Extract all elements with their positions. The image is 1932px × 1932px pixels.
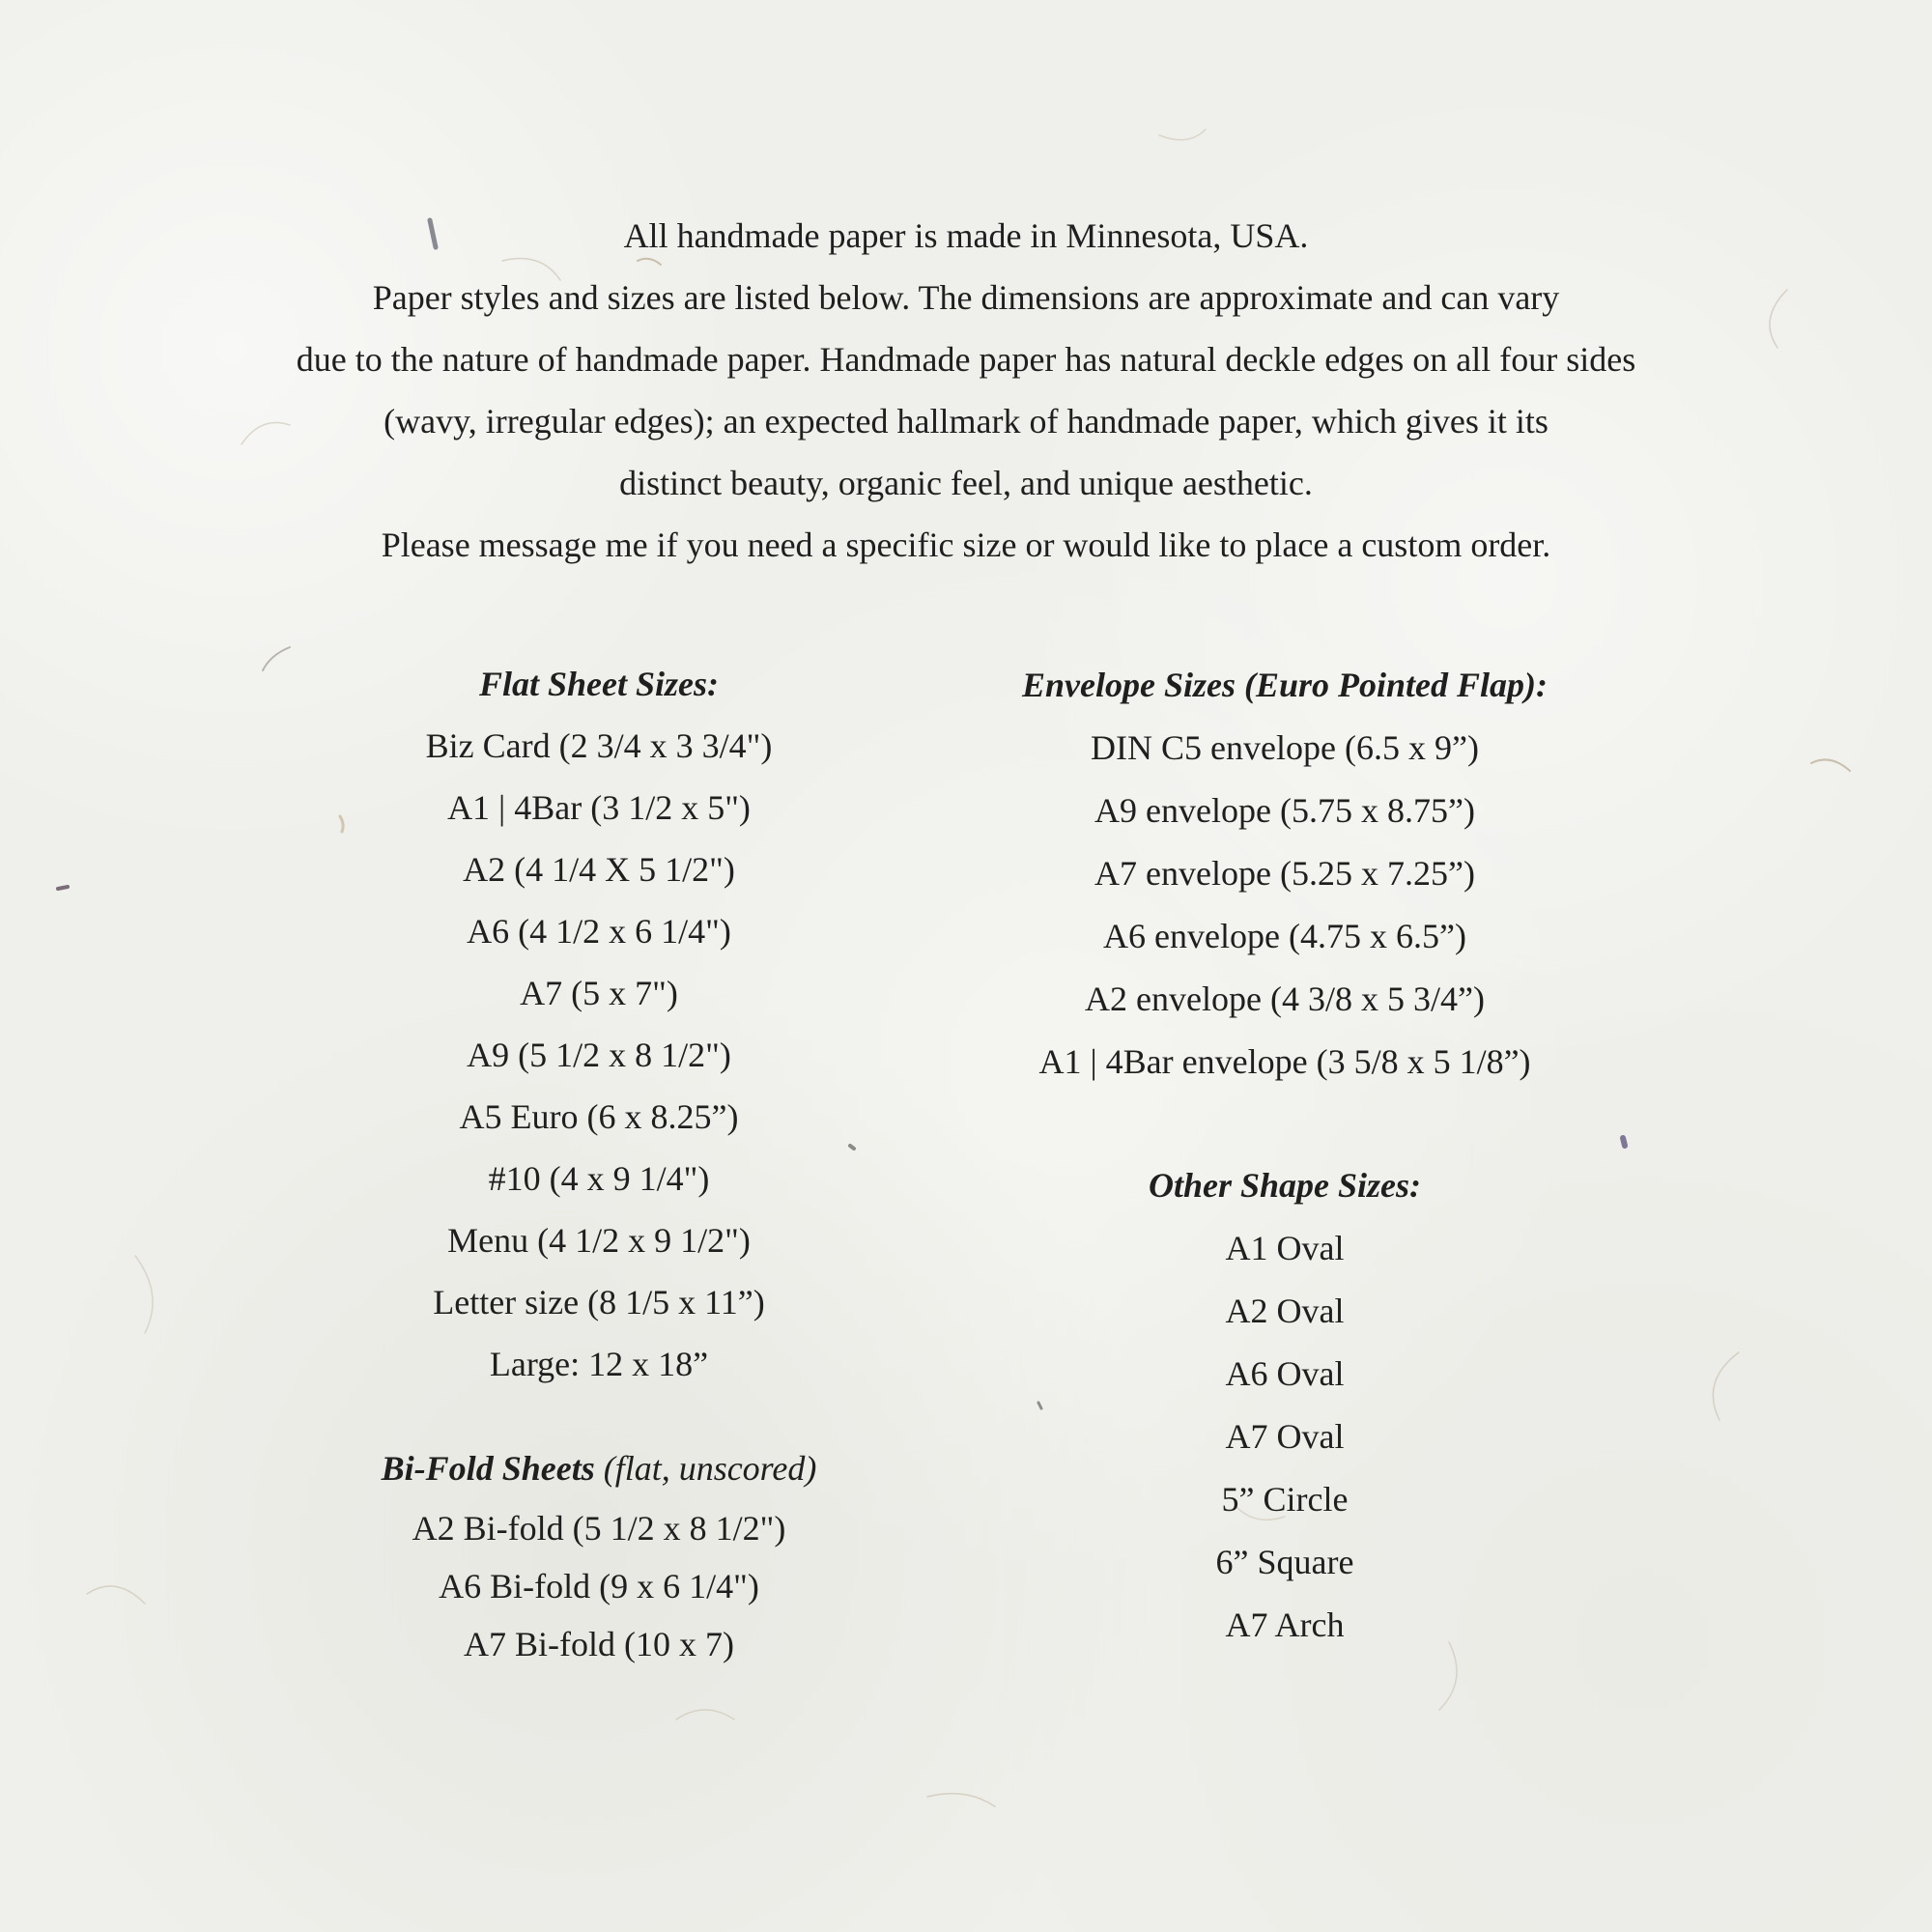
flat-sheet-size-item: #10 (4 x 9 1/4")	[488, 1159, 710, 1198]
envelope-size-item: A1 | 4Bar envelope (3 5/8 x 5 1/8”)	[1038, 1042, 1531, 1081]
bifold-heading-note: (flat, unscored)	[603, 1449, 817, 1488]
intro-line: distinct beauty, organic feel, and unique aesthetic.	[619, 464, 1313, 502]
intro-line: Please message me if you need a specific size or would like to place a custom order.	[381, 526, 1551, 564]
bifold-size-item: A7 Bi-fold (10 x 7)	[464, 1625, 734, 1663]
flat-sheet-size-item: Menu (4 1/2 x 9 1/2")	[447, 1221, 751, 1260]
envelope-size-item: A9 envelope (5.75 x 8.75”)	[1094, 791, 1475, 830]
intro-line: due to the nature of handmade paper. Handmade paper has natural deckle edges on all four sides	[296, 340, 1636, 379]
flat-sheet-sizes-list	[309, 715, 889, 1395]
intro-line: All handmade paper is made in Minnesota, USA.	[623, 216, 1309, 255]
other-shape-item: A7 Arch	[1225, 1605, 1345, 1644]
other-shape-item: A6 Oval	[1225, 1354, 1345, 1393]
flat-sheet-size-item: Large: 12 x 18”	[489, 1345, 709, 1383]
bifold-sheets-heading	[309, 1437, 889, 1499]
flat-sheet-size-item: A1 | 4Bar (3 1/2 x 5")	[447, 788, 751, 827]
right-column	[947, 654, 1623, 1657]
bifold-size-item: A2 Bi-fold (5 1/2 x 8 1/2")	[412, 1509, 786, 1548]
envelope-size-item: DIN C5 envelope (6.5 x 9”)	[1091, 728, 1479, 767]
flat-sheet-size-item: Letter size (8 1/5 x 11”)	[433, 1283, 765, 1321]
other-shape-item: A1 Oval	[1225, 1229, 1345, 1267]
other-shape-item: 6” Square	[1215, 1543, 1354, 1581]
bifold-size-item: A6 Bi-fold (9 x 6 1/4")	[439, 1567, 759, 1605]
other-shape-item: A7 Oval	[1225, 1417, 1345, 1456]
other-shape-item: A2 Oval	[1225, 1292, 1345, 1330]
flat-sheet-size-item: A5 Euro (6 x 8.25”)	[459, 1097, 739, 1136]
other-shape-sizes-list	[947, 1217, 1623, 1657]
envelope-size-item: A2 envelope (4 3/8 x 5 3/4”)	[1085, 980, 1485, 1018]
envelope-sizes-list	[947, 717, 1623, 1094]
bifold-heading-title: Bi-Fold Sheets	[381, 1449, 595, 1488]
intro-line: Paper styles and sizes are listed below. The dimensions are approximate and can vary	[372, 278, 1560, 317]
flat-sheet-size-item: A6 (4 1/2 x 6 1/4")	[467, 912, 731, 951]
envelope-sizes-heading: Envelope Sizes (Euro Pointed Flap):	[1021, 666, 1548, 704]
envelope-size-item: A6 envelope (4.75 x 6.5”)	[1103, 917, 1466, 955]
flat-sheet-size-item: A9 (5 1/2 x 8 1/2")	[467, 1036, 731, 1074]
envelope-size-item: A7 envelope (5.25 x 7.25”)	[1094, 854, 1475, 893]
other-shape-item: 5” Circle	[1221, 1480, 1349, 1519]
flat-sheet-size-item: A7 (5 x 7")	[520, 974, 678, 1012]
intro-text	[0, 205, 1932, 576]
other-shape-sizes-heading: Other Shape Sizes:	[1148, 1166, 1422, 1205]
left-column	[309, 653, 889, 1673]
bifold-sheets-list	[309, 1499, 889, 1673]
intro-line: (wavy, irregular edges); an expected hallmark of handmade paper, which gives it its	[384, 402, 1548, 440]
flat-sheet-sizes-heading: Flat Sheet Sizes:	[478, 665, 720, 703]
flat-sheet-size-item: Biz Card (2 3/4 x 3 3/4")	[425, 726, 773, 765]
flat-sheet-size-item: A2 (4 1/4 X 5 1/2")	[463, 850, 735, 889]
